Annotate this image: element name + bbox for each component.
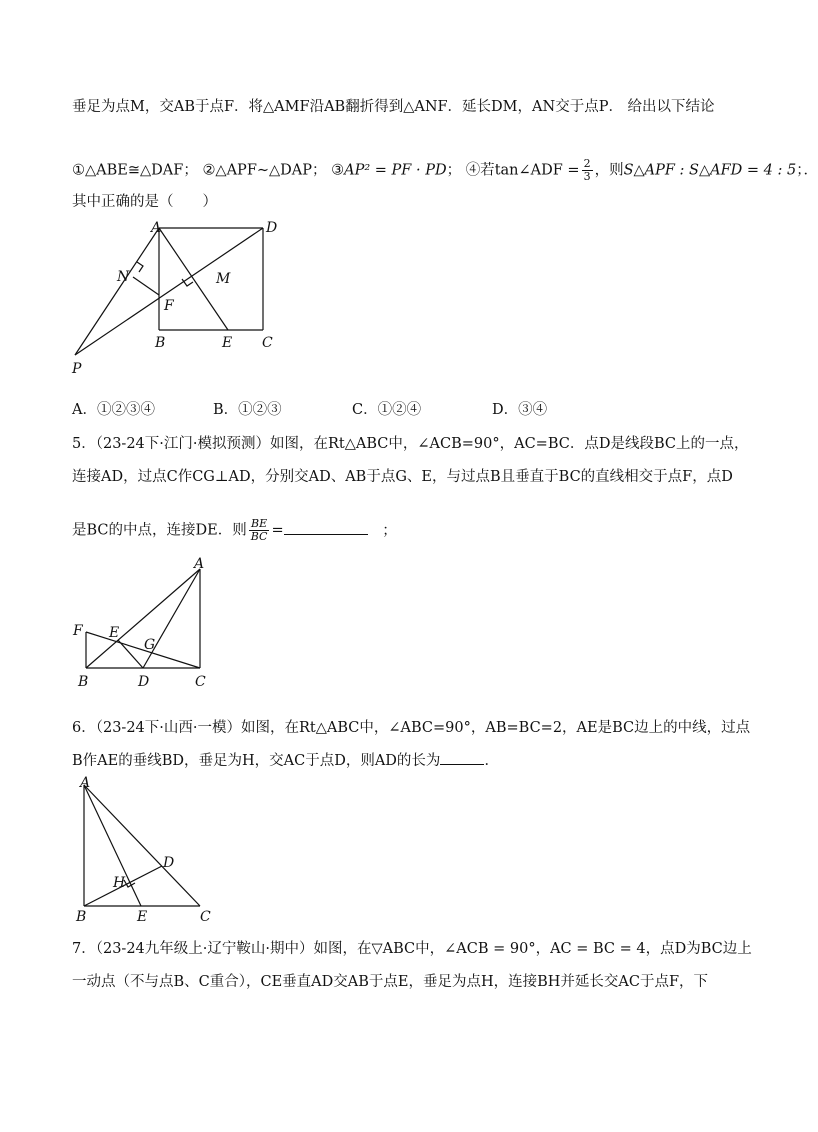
q5-line-3-prefix: 是BC的中点，连接DE．则 [72,522,247,539]
q5-label-e: E [109,625,120,641]
q6-seg-ac [84,785,200,906]
q6-label-c: C [200,909,211,925]
q6-label-e: E [137,909,148,925]
q5-line-1: 5．（23-24下·江门·模拟预测）如图，在Rt△ABC中，∠ACB=90°，AC=BC．点D是线段BC上的一点， [72,436,749,452]
q4-question-line: 其中正确的是（ ） [72,194,217,210]
q4-tan-fraction [582,158,593,183]
q4-right-angle-m [182,279,193,286]
q4-tan-numerator: 2 [583,157,591,170]
q6-figure [68,775,228,925]
q6-line-2-prefix: B作AE的垂线BD，垂足为H，交AC于点D，则AD的长为 [72,753,441,769]
q5-seg-ad [143,569,200,668]
q7-line-2: 一动点（不与点B、C重合），CE垂直AD交AB于点E，垂足为点H，连接BH并延长交AC于点F，下 [72,974,709,990]
q4-conclusion-3-formula: AP² = PF · PD [344,162,447,179]
q4-conclusion-4-suffix: ；． [796,162,818,179]
q4-option-a[interactable]: A．①②③④ [72,402,155,418]
q4-conclusion-4-tan: tan∠ADF = [494,162,580,179]
q5-label-f: F [73,623,83,639]
q4-label-c: C [262,335,273,351]
q5-label-d: D [138,674,150,690]
q5-label-a: A [194,556,205,572]
q6-label-a: A [80,775,91,791]
q4-label-a: A [151,220,162,236]
q4-conclusion-3-suffix: ； [446,162,462,179]
q4-figure [60,215,290,380]
q5-label-b: B [78,674,89,690]
q7-line-1: 7．（23-24九年级上·辽宁鞍山·期中）如图，在▽ABC中，∠ACB = 90°，AC = BC = 4，点D为BC边上 [72,941,752,957]
q5-answer-blank[interactable] [284,520,368,535]
q6-line-2 [72,750,732,771]
q5-seg-ab [86,569,200,668]
q4-conclusion-3-prefix: ③ [331,162,345,179]
q5-fraction [249,518,270,543]
q4-label-f: F [164,298,174,314]
q4-seg-dp [75,228,263,355]
q4-label-d: D [266,220,278,236]
q5-line-2: 连接AD，过点C作CG⊥AD，分别交AD、AB于点G、E，与过点B且垂直于BC的直线相交于点F，点D [72,469,733,485]
q5-label-c: C [195,674,206,690]
q5-fraction-denominator: BC [250,530,268,543]
q4-option-d[interactable]: D．③④ [492,402,548,418]
q6-label-d: D [163,855,175,871]
q5-equals: = [271,522,284,539]
q6-line-2-suffix: ． [484,753,499,769]
q4-conclusion-4-mid: ，则 [594,162,624,179]
q4-conclusion-4-prefix: ④若 [465,162,495,179]
q6-answer-blank[interactable] [440,750,484,765]
q5-line-3-suffix: ； [382,522,397,539]
q4-tan-denominator: 3 [583,170,591,183]
q6-label-b: B [76,909,87,925]
q4-conclusions-line [72,157,818,183]
q4-label-e: E [222,335,233,351]
q4-option-c[interactable]: C．①②④ [352,402,422,418]
q4-option-b[interactable]: B．①②③ [213,402,282,418]
q4-statement-line: 垂足为点M，交AB于点F．将△AMF沿AB翻折得到△ANF．延长DM，AN交于点P． 给出以下结论 [72,99,715,115]
q4-conclusion-2: ②△APF∼△DAP； [202,162,327,179]
q4-label-b: B [155,335,166,351]
q6-label-h: H [113,875,126,891]
q4-seg-nf [133,277,159,295]
q5-line-3 [72,518,732,543]
q4-conclusion-1: ①△ABE≅△DAF； [72,162,198,179]
q6-line-1: 6．（23-24下·山西·一模）如图，在Rt△ABC中，∠ABC=90°，AB=BC=2，AE是BC边上的中线，过点 [72,720,751,736]
q5-seg-fc [86,632,200,668]
q5-figure [68,555,228,695]
q5-fraction-numerator: BE [249,518,270,531]
q4-label-p: P [72,361,82,377]
q5-label-g: G [144,637,156,653]
q4-right-angle-n [137,262,143,272]
q4-seg-ap [75,228,159,355]
q5-seg-ed [118,640,143,668]
q4-conclusion-4-ratio: S△APF : S△AFD = 4 : 5 [623,162,797,179]
q4-label-m: M [216,271,231,287]
q4-label-n: N [117,269,130,285]
